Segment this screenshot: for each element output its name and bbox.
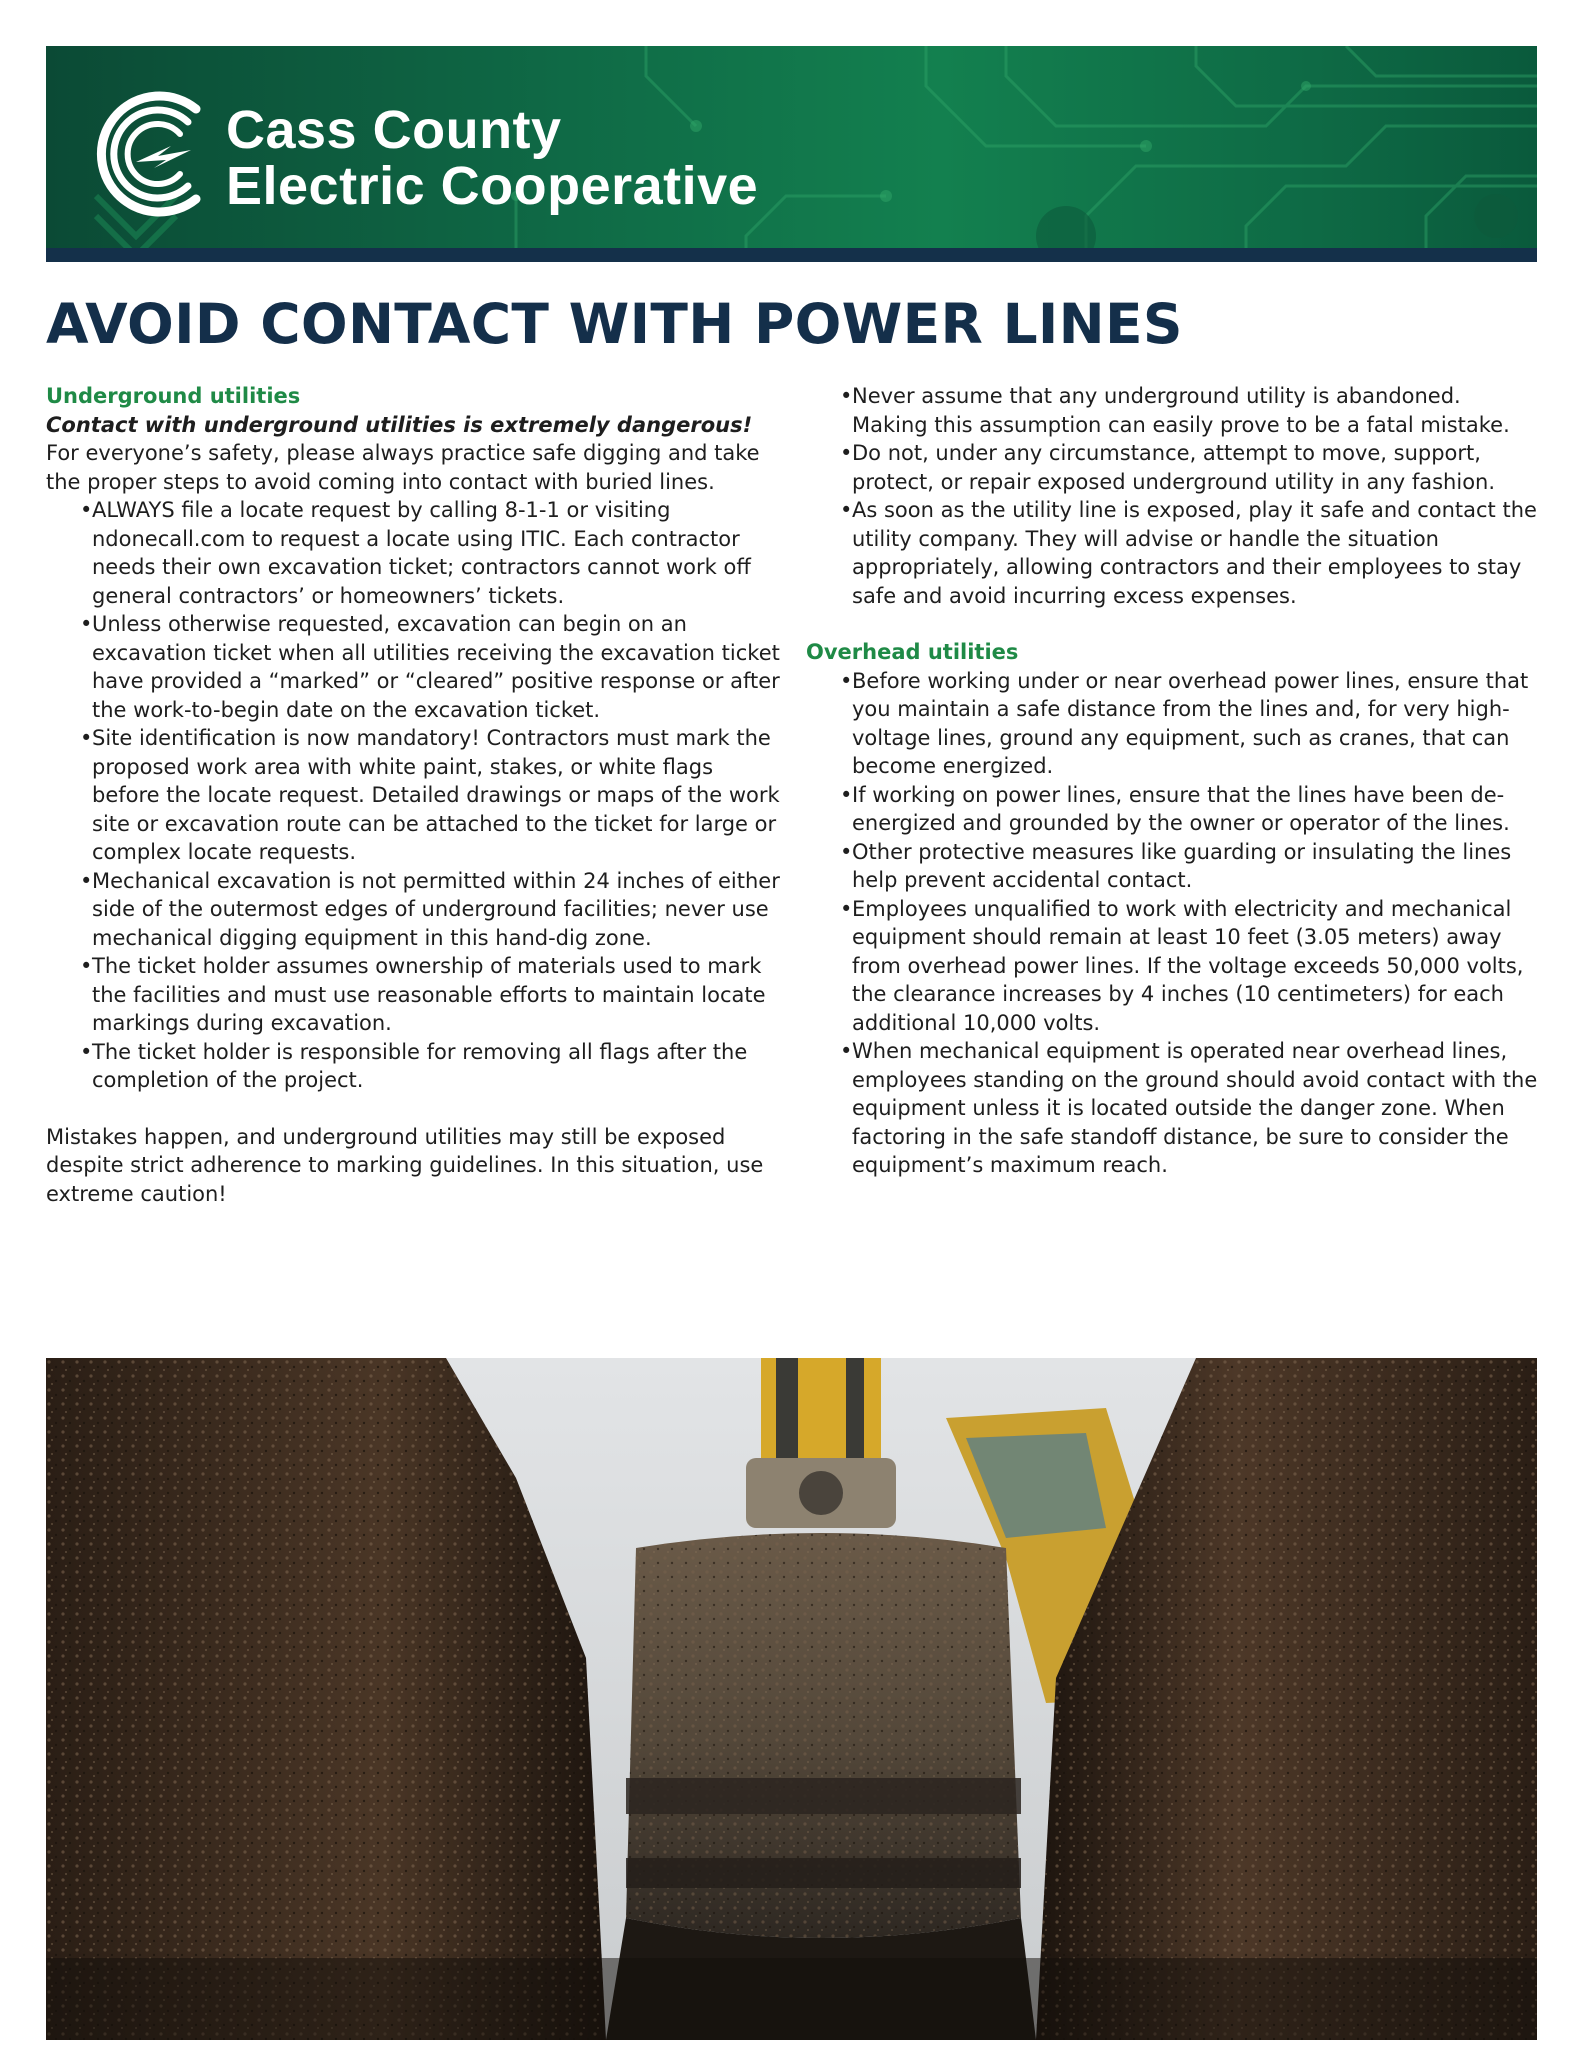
list-item: • Mechanical excavation is not permitted within 24 inches of either side of the outermost edges of underground facilities; never use mechanical digging equipment in this hand-dig zone. [80,867,786,953]
list-item: • The ticket holder is responsible for removing all flags after the completion of the project. [80,1038,786,1095]
list-item: • Site identification is now mandatory! Contractors must mark the proposed work area with white paint, stakes, or white flags before the locate request. Detailed drawings or maps of the work site or excavation route can be attached to the ticket for large or complex locate requests. [80,724,786,867]
underground-continued-list [840,382,1541,610]
list-item: • The ticket holder assumes ownership of materials used to mark the facilities and must use reasonable efforts to maintain locate markings during excavation. [80,952,786,1038]
brand-name [226,102,758,214]
list-item: • ALWAYS file a locate request by calling 8-1-1 or visiting ndonecall.com to request a locate using ITIC. Each contractor needs their own excavation ticket; contractors cannot work off general contractors’ or homeowners’ tickets. [80,496,786,610]
ccec-logo-icon [96,84,216,229]
list-item: • When mechanical equipment is operated near overhead lines, employees standing on the ground should avoid contact with the equipment unless it is located outside the danger zone. When factoring in the safe standoff distance, be sure to consider the equipment’s maximum reach. [840,1037,1541,1180]
underground-heading: Underground utilities [46,384,301,408]
underground-lead: Contact with underground utilities is extremely dangerous! [46,412,753,437]
list-item: • Other protective measures like guarding or insulating the lines help prevent accidental contact. [840,838,1541,895]
spacer [806,610,1541,638]
list-item: • Employees unqualified to work with electricity and mechanical equipment should remain at least 10 feet (3.05 meters) away from overhead power lines. If the voltage exceeds 50,000 volts, the clearance increases by 4 inches (10 centimeters) for each additional 10,000 volts. [840,895,1541,1038]
brand-line-1: Cass County [226,100,562,160]
overhead-bullet-list [840,667,1541,1180]
overhead-heading: Overhead utilities [806,640,1019,664]
list-item: • Do not, under any circumstance, attempt to move, support, protect, or repair exposed underground utility in any fashion. [840,439,1541,496]
brand-line-2: Electric Cooperative [226,156,759,216]
page-title: AVOID CONTACT WITH POWER LINES [46,292,1183,356]
list-item: • Unless otherwise requested, excavation can begin on an excavation ticket when all utilities receiving the excavation ticket have provided a “marked” or “cleared” positive response or after the work-to-begin date on the excavation ticket. [80,610,786,724]
left-column [46,382,786,1208]
underground-bullet-list [80,496,786,1095]
list-item: • Before working under or near overhead power lines, ensure that you maintain a safe distance from the lines and, for very high-voltage lines, ground any equipment, such as cranes, that can become energized. [840,667,1541,781]
spacer [46,1095,786,1123]
excavator-bucket-in-trench-photo [46,1358,1537,2040]
underground-intro: For everyone’s safety, please always practice safe digging and take the proper steps to avoid coming into contact with buried lines. [46,441,760,494]
list-item: • If working on power lines, ensure that the lines have been de-energized and grounded by the owner or operator of the lines. [840,781,1541,838]
photo-illustration [46,1358,1537,2040]
underground-closing: Mistakes happen, and underground utilities may still be exposed despite strict adherence to marking guidelines. In this situation, use extreme caution! [46,1124,764,1206]
banner-bottom-stripe [46,248,1537,262]
list-item: • As soon as the utility line is exposed, play it safe and contact the utility company. They will advise or handle the situation appropriately, allowing contractors and their employees to stay safe and avoid incurring excess expenses. [840,496,1541,610]
right-column [806,382,1541,1180]
list-item: • Never assume that any underground utility is abandoned. Making this assumption can easily prove to be a fatal mistake. [840,382,1541,439]
header-banner [46,46,1537,262]
